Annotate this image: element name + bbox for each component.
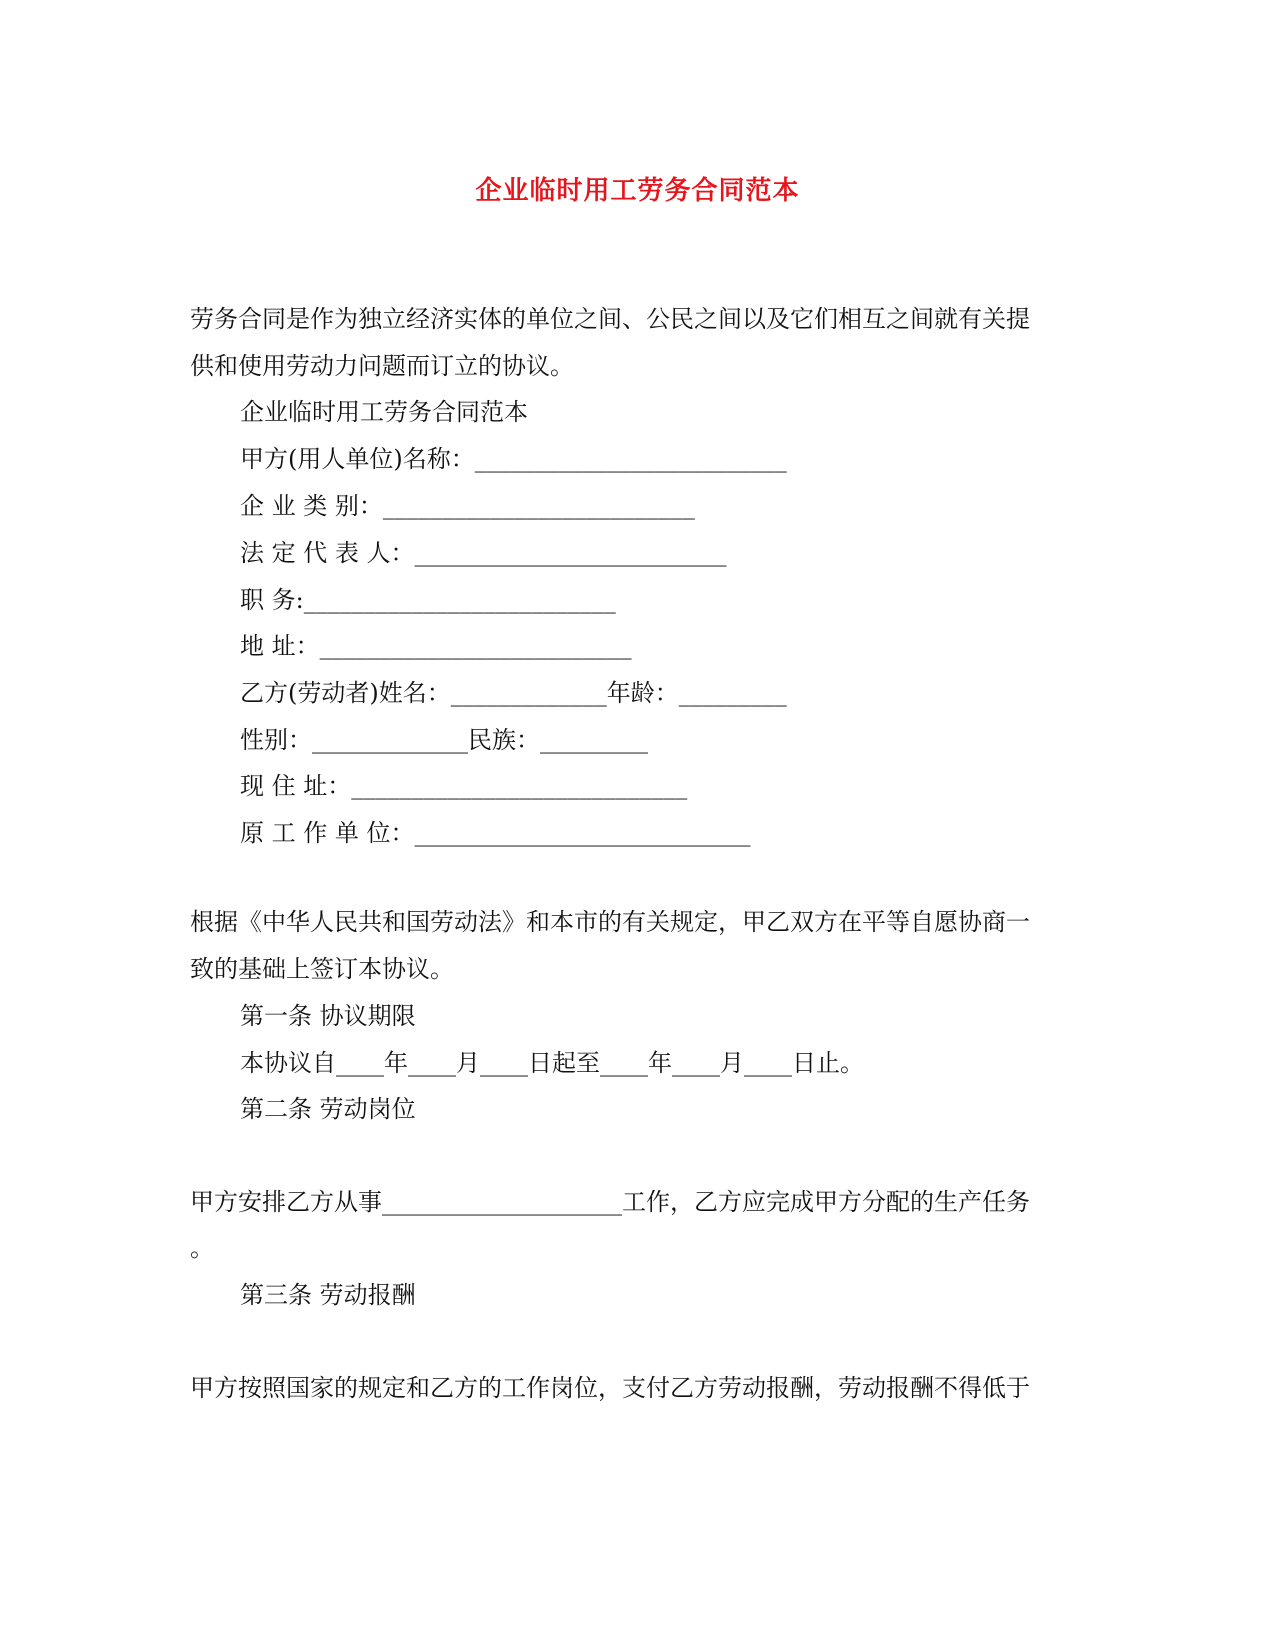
document-title: 企业临时用工劳务合同范本 <box>475 176 800 206</box>
legal-representative-field: 法 定 代 表 人：__________________________ <box>240 539 727 567</box>
intro-line-2: 供和使用劳动力问题而订立的协议。 <box>190 352 574 380</box>
article-2-heading: 第二条 劳动岗位 <box>240 1095 416 1123</box>
article-2-text-line-2: 。 <box>190 1234 214 1262</box>
article-3-text-line-1: 甲方按照国家的规定和乙方的工作岗位，支付乙方劳动报酬，劳动报酬不得低于 <box>190 1374 1030 1402</box>
address-field: 地 址：__________________________ <box>240 632 632 660</box>
party-a-name-field: 甲方(用人单位)名称：__________________________ <box>240 445 787 473</box>
basis-line-1: 根据《中华人民共和国劳动法》和本市的有关规定，甲乙双方在平等自愿协商一 <box>190 908 1030 936</box>
intro-line-1: 劳务合同是作为独立经济实体的单位之间、公民之间以及它们相互之间就有关提 <box>190 305 1030 333</box>
basis-line-2: 致的基础上签订本协议。 <box>190 955 454 983</box>
gender-ethnicity-field: 性别：_____________民族：_________ <box>240 726 648 754</box>
former-employer-field: 原 工 作 单 位：____________________________ <box>240 819 751 847</box>
enterprise-type-field: 企 业 类 别：__________________________ <box>240 492 695 520</box>
party-b-name-age-field: 乙方(劳动者)姓名：_____________年龄：_________ <box>240 679 787 707</box>
position-field: 职 务:__________________________ <box>240 586 616 614</box>
article-2-text-line-1: 甲方安排乙方从事____________________工作，乙方应完成甲方分配的生产任务 <box>190 1188 1030 1216</box>
article-3-heading: 第三条 劳动报酬 <box>240 1281 416 1309</box>
contract-subtitle: 企业临时用工劳务合同范本 <box>240 398 528 426</box>
current-address-field: 现 住 址：____________________________ <box>240 772 688 800</box>
article-1-text: 本协议自____年____月____日起至____年____月____日止。 <box>240 1049 864 1077</box>
article-1-heading: 第一条 协议期限 <box>240 1002 416 1030</box>
